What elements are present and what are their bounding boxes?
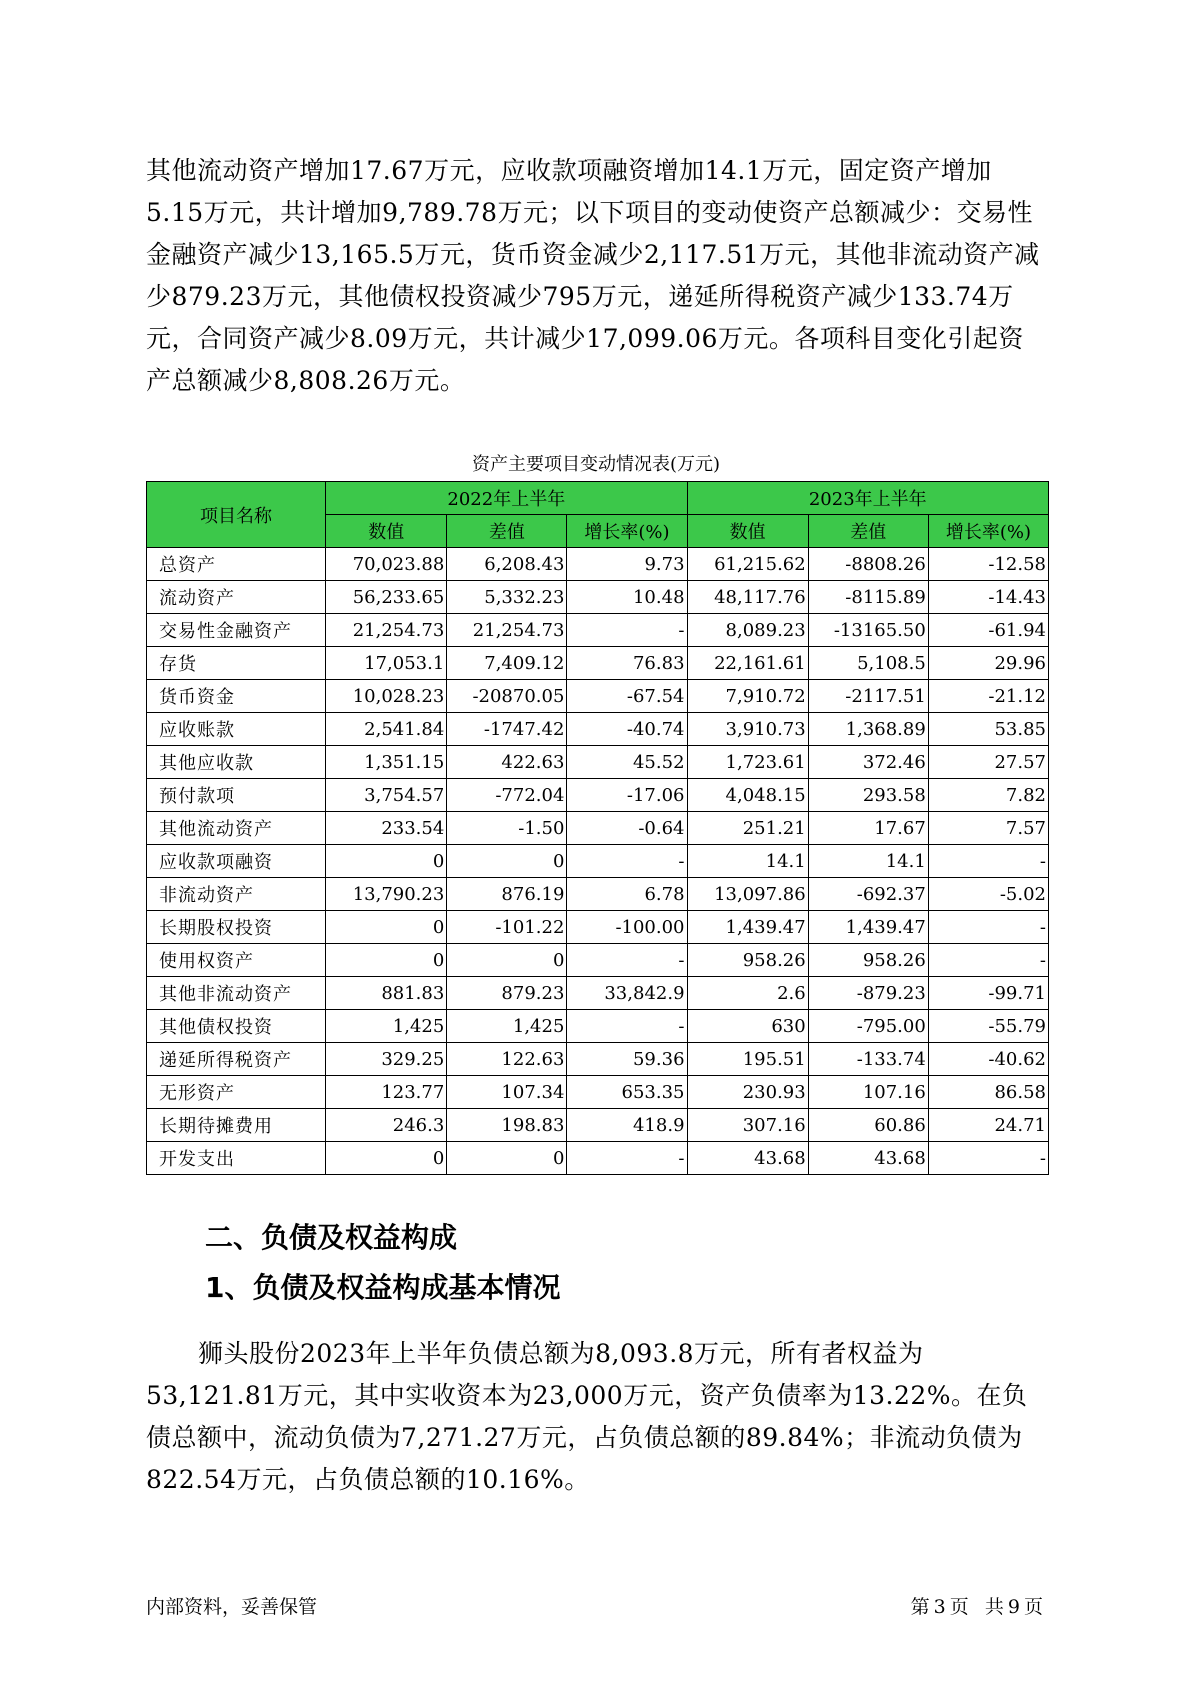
row-value-cell: -	[928, 944, 1048, 977]
table-row	[147, 845, 1049, 878]
table-row	[147, 944, 1049, 977]
row-item-name: 递延所得税资产	[147, 1043, 326, 1076]
table-row	[147, 1010, 1049, 1043]
table-row	[147, 1043, 1049, 1076]
row-value-cell: -	[928, 911, 1048, 944]
total-num: 9	[1007, 1596, 1020, 1618]
row-value-cell: -61.94	[928, 614, 1048, 647]
row-value-cell: -	[928, 1142, 1048, 1175]
header-group-2023: 2023年上半年	[687, 482, 1048, 515]
row-value-cell: 61,215.62	[687, 548, 808, 581]
row-value-cell: -40.74	[567, 713, 687, 746]
row-value-cell: -1.50	[447, 812, 567, 845]
row-item-name: 其他应收款	[147, 746, 326, 779]
row-value-cell: 27.57	[928, 746, 1048, 779]
row-value-cell: 881.83	[326, 977, 447, 1010]
row-value-cell: 53.85	[928, 713, 1048, 746]
table-row	[147, 977, 1049, 1010]
row-value-cell: 1,425	[326, 1010, 447, 1043]
row-value-cell: 7,409.12	[447, 647, 567, 680]
section-heading: 二、负债及权益构成	[205, 1221, 458, 1254]
row-value-cell: 33,842.9	[567, 977, 687, 1010]
row-item-name: 预付款项	[147, 779, 326, 812]
row-value-cell: 246.3	[326, 1109, 447, 1142]
table-row	[147, 1109, 1049, 1142]
row-value-cell: 56,233.65	[326, 581, 447, 614]
row-item-name: 无形资产	[147, 1076, 326, 1109]
row-value-cell: 48,117.76	[687, 581, 808, 614]
table-caption: 资产主要项目变动情况表(万元)	[471, 454, 721, 475]
row-item-name: 使用权资产	[147, 944, 326, 977]
row-item-name: 流动资产	[147, 581, 326, 614]
row-item-name: 长期待摊费用	[147, 1109, 326, 1142]
row-item-name: 总资产	[147, 548, 326, 581]
row-item-name: 其他债权投资	[147, 1010, 326, 1043]
page-prefix: 第	[910, 1596, 930, 1618]
row-value-cell: 24.71	[928, 1109, 1048, 1142]
row-item-name: 交易性金融资产	[147, 614, 326, 647]
row-value-cell: 43.68	[687, 1142, 808, 1175]
row-value-cell: 14.1	[808, 845, 928, 878]
row-value-cell: -14.43	[928, 581, 1048, 614]
row-value-cell: 879.23	[447, 977, 567, 1010]
table-row	[147, 647, 1049, 680]
row-value-cell: 0	[326, 1142, 447, 1175]
row-value-cell: 195.51	[687, 1043, 808, 1076]
row-value-cell: 21,254.73	[326, 614, 447, 647]
row-value-cell: -	[928, 845, 1048, 878]
row-value-cell: -692.37	[808, 878, 928, 911]
row-value-cell: 22,161.61	[687, 647, 808, 680]
row-value-cell: -879.23	[808, 977, 928, 1010]
header-group-2022: 2022年上半年	[326, 482, 687, 515]
row-value-cell: 14.1	[687, 845, 808, 878]
paragraph-asset-changes: 其他流动资产增加17.67万元，应收款项融资增加14.1万元，固定资产增加5.15万元，共计增加9,789.78万元；以下项目的变动使资产总额减少：交易性金融资产减少13,165.5万元，货币资金减少2,117.51万元，其他非流动资产减少879.23万元，其他债权投资减少795万元，递延所得税资产减少133.74万元，合同资产减少8.09万元，共计减少17,099.06万元。各项科目变化引起资产总额减少8,808.26万元。	[146, 156, 1040, 395]
row-value-cell: 1,723.61	[687, 746, 808, 779]
page-mid: 页	[949, 1596, 969, 1618]
table-row	[147, 614, 1049, 647]
row-value-cell: 107.16	[808, 1076, 928, 1109]
footer-confidential-note: 内部资料，妥善保管	[146, 1596, 318, 1618]
row-value-cell: 59.36	[567, 1043, 687, 1076]
table-row	[147, 1142, 1049, 1175]
footer-page-number	[909, 1592, 1045, 1619]
row-value-cell: -	[567, 614, 687, 647]
table-row	[147, 911, 1049, 944]
row-value-cell: -8115.89	[808, 581, 928, 614]
row-value-cell: 17,053.1	[326, 647, 447, 680]
row-value-cell: -67.54	[567, 680, 687, 713]
row-item-name: 开发支出	[147, 1142, 326, 1175]
row-value-cell: 21,254.73	[447, 614, 567, 647]
table-row	[147, 680, 1049, 713]
row-item-name: 非流动资产	[147, 878, 326, 911]
table-row	[147, 812, 1049, 845]
row-value-cell: -21.12	[928, 680, 1048, 713]
row-value-cell: 198.83	[447, 1109, 567, 1142]
row-value-cell: 293.58	[808, 779, 928, 812]
row-value-cell: -133.74	[808, 1043, 928, 1076]
row-value-cell: 0	[326, 845, 447, 878]
row-value-cell: 7.57	[928, 812, 1048, 845]
row-value-cell: -	[567, 845, 687, 878]
row-item-name: 其他流动资产	[147, 812, 326, 845]
row-value-cell: 1,425	[447, 1010, 567, 1043]
row-value-cell: 2.6	[687, 977, 808, 1010]
row-value-cell: -	[567, 1142, 687, 1175]
page-num: 3	[933, 1596, 946, 1618]
row-value-cell: -101.22	[447, 911, 567, 944]
header-2022-growth: 增长率(%)	[567, 515, 687, 548]
row-value-cell: 60.86	[808, 1109, 928, 1142]
row-value-cell: 76.83	[567, 647, 687, 680]
row-value-cell: 418.9	[567, 1109, 687, 1142]
total-suffix: 页	[1023, 1596, 1043, 1618]
table-row	[147, 713, 1049, 746]
header-2023-growth: 增长率(%)	[928, 515, 1048, 548]
row-value-cell: -772.04	[447, 779, 567, 812]
row-item-name: 货币资金	[147, 680, 326, 713]
row-value-cell: 17.67	[808, 812, 928, 845]
row-value-cell: 3,754.57	[326, 779, 447, 812]
row-value-cell: 6,208.43	[447, 548, 567, 581]
row-value-cell: 7.82	[928, 779, 1048, 812]
row-value-cell: -40.62	[928, 1043, 1048, 1076]
table-row	[147, 779, 1049, 812]
row-value-cell: 1,351.15	[326, 746, 447, 779]
row-value-cell: 29.96	[928, 647, 1048, 680]
row-value-cell: 122.63	[447, 1043, 567, 1076]
row-value-cell: 7,910.72	[687, 680, 808, 713]
row-value-cell: 5,332.23	[447, 581, 567, 614]
row-value-cell: -8808.26	[808, 548, 928, 581]
row-item-name: 存货	[147, 647, 326, 680]
row-value-cell: -99.71	[928, 977, 1048, 1010]
row-value-cell: 8,089.23	[687, 614, 808, 647]
row-value-cell: 0	[326, 911, 447, 944]
row-value-cell: 230.93	[687, 1076, 808, 1109]
row-value-cell: 10.48	[567, 581, 687, 614]
row-value-cell: -2117.51	[808, 680, 928, 713]
table-row	[147, 746, 1049, 779]
row-value-cell: 6.78	[567, 878, 687, 911]
table-row	[147, 548, 1049, 581]
row-value-cell: 3,910.73	[687, 713, 808, 746]
row-value-cell: -1747.42	[447, 713, 567, 746]
row-value-cell: 4,048.15	[687, 779, 808, 812]
paragraph-liabilities: 狮头股份2023年上半年负债总额为8,093.8万元，所有者权益为53,121.81万元，其中实收资本为23,000万元，资产负债率为13.22%。在负债总额中，流动负债为7,271.27万元，占负债总额的89.84%；非流动负债为822.54万元，占负债总额的10.16%。	[146, 1339, 1028, 1494]
row-value-cell: 307.16	[687, 1109, 808, 1142]
header-2022-value: 数值	[326, 515, 447, 548]
row-value-cell: 43.68	[808, 1142, 928, 1175]
subsection-heading: 1、负债及权益构成基本情况	[205, 1271, 561, 1304]
row-value-cell: -0.64	[567, 812, 687, 845]
row-value-cell: 0	[447, 944, 567, 977]
row-item-name: 长期股权投资	[147, 911, 326, 944]
row-value-cell: 10,028.23	[326, 680, 447, 713]
header-item-name: 项目名称	[147, 482, 326, 548]
row-value-cell: -13165.50	[808, 614, 928, 647]
table-body	[147, 548, 1049, 1175]
row-value-cell: -	[567, 1010, 687, 1043]
row-value-cell: -795.00	[808, 1010, 928, 1043]
row-value-cell: 0	[447, 845, 567, 878]
row-value-cell: 45.52	[567, 746, 687, 779]
row-value-cell: -17.06	[567, 779, 687, 812]
row-value-cell: 1,368.89	[808, 713, 928, 746]
row-value-cell: -12.58	[928, 548, 1048, 581]
total-prefix: 共	[984, 1596, 1004, 1618]
row-value-cell: 1,439.47	[808, 911, 928, 944]
row-value-cell: -5.02	[928, 878, 1048, 911]
row-value-cell: 329.25	[326, 1043, 447, 1076]
row-item-name: 其他非流动资产	[147, 977, 326, 1010]
row-item-name: 应收账款	[147, 713, 326, 746]
row-value-cell: 876.19	[447, 878, 567, 911]
row-value-cell: 2,541.84	[326, 713, 447, 746]
row-value-cell: 958.26	[808, 944, 928, 977]
row-value-cell: -100.00	[567, 911, 687, 944]
table-row	[147, 581, 1049, 614]
header-2023-diff: 差值	[808, 515, 928, 548]
table-row	[147, 878, 1049, 911]
row-value-cell: 422.63	[447, 746, 567, 779]
row-value-cell: 233.54	[326, 812, 447, 845]
table-row	[147, 1076, 1049, 1109]
row-value-cell: 13,097.86	[687, 878, 808, 911]
row-value-cell: 5,108.5	[808, 647, 928, 680]
row-value-cell: 251.21	[687, 812, 808, 845]
row-value-cell: 9.73	[567, 548, 687, 581]
header-2023-value: 数值	[687, 515, 808, 548]
row-value-cell: 372.46	[808, 746, 928, 779]
row-value-cell: 107.34	[447, 1076, 567, 1109]
row-value-cell: 630	[687, 1010, 808, 1043]
asset-change-table	[146, 481, 1049, 1175]
row-value-cell: 958.26	[687, 944, 808, 977]
row-value-cell: -55.79	[928, 1010, 1048, 1043]
row-value-cell: -20870.05	[447, 680, 567, 713]
header-2022-diff: 差值	[447, 515, 567, 548]
row-value-cell: 70,023.88	[326, 548, 447, 581]
row-value-cell: 0	[326, 944, 447, 977]
row-value-cell: 653.35	[567, 1076, 687, 1109]
row-value-cell: 123.77	[326, 1076, 447, 1109]
row-value-cell: 86.58	[928, 1076, 1048, 1109]
row-value-cell: -	[567, 944, 687, 977]
row-value-cell: 13,790.23	[326, 878, 447, 911]
row-value-cell: 0	[447, 1142, 567, 1175]
row-item-name: 应收款项融资	[147, 845, 326, 878]
row-value-cell: 1,439.47	[687, 911, 808, 944]
